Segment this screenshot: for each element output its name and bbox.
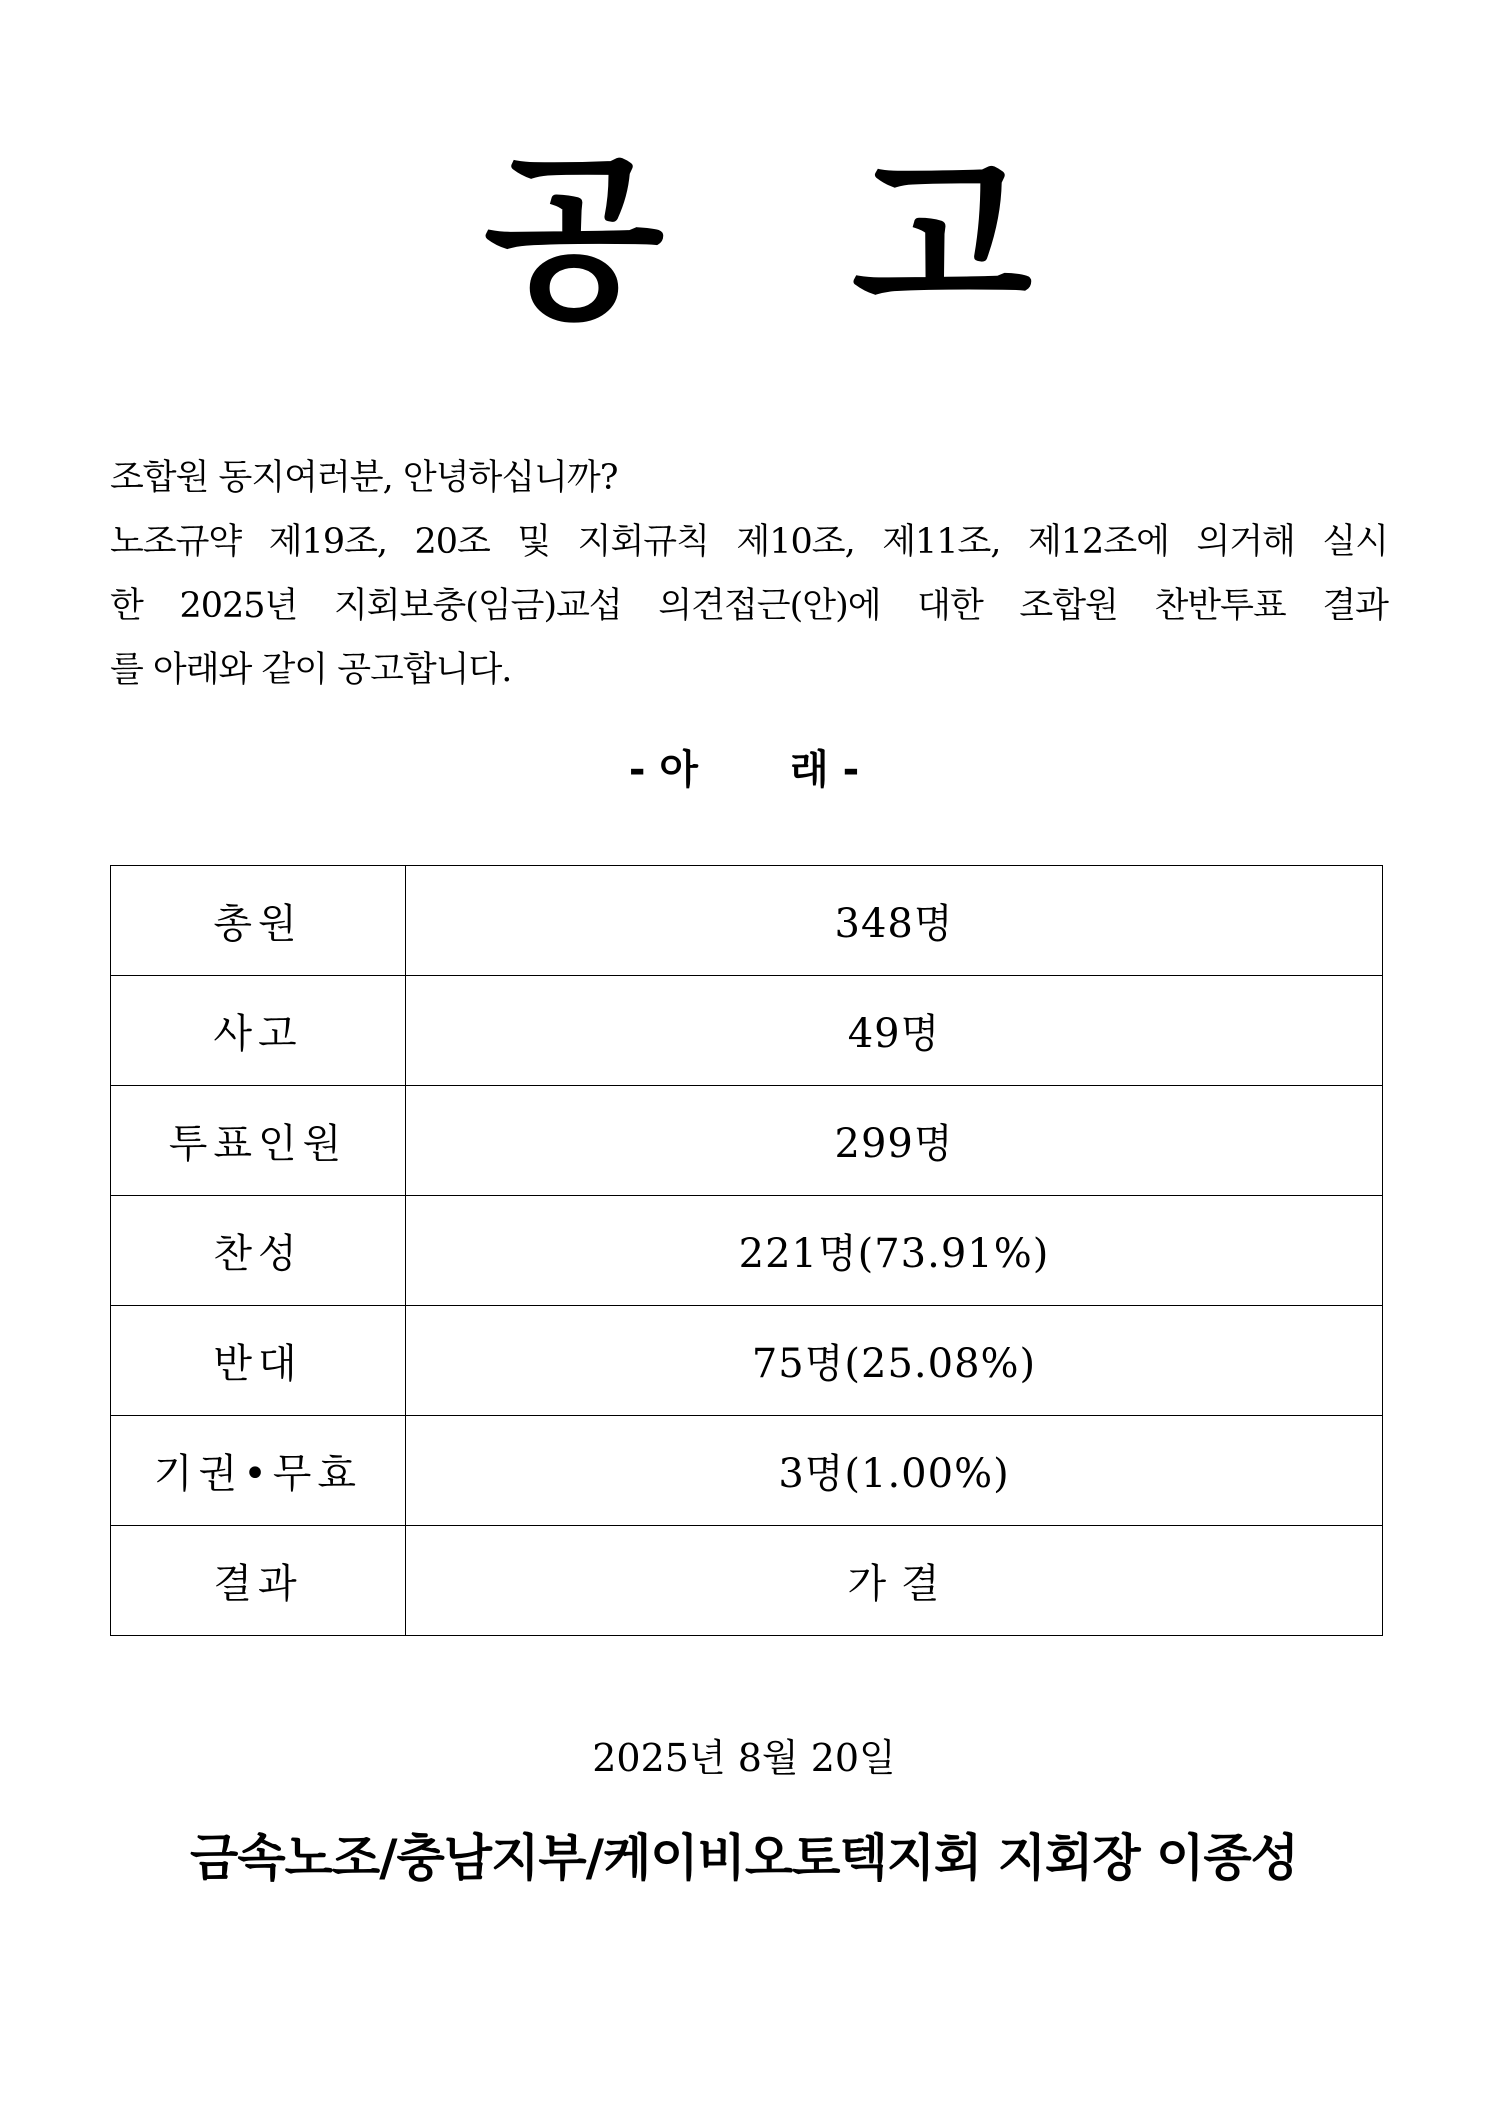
table-row (111, 1526, 1383, 1636)
intro-text (110, 446, 1388, 702)
table-row (111, 866, 1383, 976)
row-value: 49명 (406, 976, 1383, 1086)
row-value: 가 결 (406, 1526, 1383, 1636)
row-value: 3명(1.00%) (406, 1416, 1383, 1526)
below-heading (0, 738, 1488, 802)
below-heading-right: 래 - (790, 747, 860, 793)
table-row (111, 1416, 1383, 1526)
table-row (111, 976, 1383, 1086)
notice-title (0, 136, 1488, 343)
row-value: 348명 (406, 866, 1383, 976)
row-value: 299명 (406, 1086, 1383, 1196)
signature: 금속노조/충남지부/케이비오토텍지회 지회장 이종성 (190, 1829, 1298, 1887)
row-label: 투표인원 (111, 1086, 406, 1196)
intro-line-2: 한 2025년 지회보충(임금)교섭 의견접근(안)에 대한 조합원 찬반투표 결과 (110, 586, 1388, 626)
below-heading-left: - 아 (628, 747, 698, 793)
intro-line-3: 를 아래와 같이 공고합니다. (110, 650, 512, 690)
row-value: 221명(73.91%) (406, 1196, 1383, 1306)
greeting: 조합원 동지여러분, 안녕하십니까? (110, 458, 618, 498)
table-row (111, 1086, 1383, 1196)
row-label: 결과 (111, 1526, 406, 1636)
row-label: 찬성 (111, 1196, 406, 1306)
table-row (111, 1306, 1383, 1416)
row-value: 75명(25.08%) (406, 1306, 1383, 1416)
title-char-2: 고 (851, 136, 1033, 343)
notice-date: 2025년 8월 20일 (592, 1736, 896, 1780)
row-label: 반대 (111, 1306, 406, 1416)
row-label: 기권•무효 (111, 1416, 406, 1526)
vote-results-table (110, 865, 1383, 1636)
row-label: 총원 (111, 866, 406, 976)
row-label: 사고 (111, 976, 406, 1086)
title-char-1: 공 (483, 136, 665, 343)
table-row (111, 1196, 1383, 1306)
intro-line-1: 노조규약 제19조, 20조 및 지회규칙 제10조, 제11조, 제12조에 의거해 실시 (110, 522, 1388, 562)
